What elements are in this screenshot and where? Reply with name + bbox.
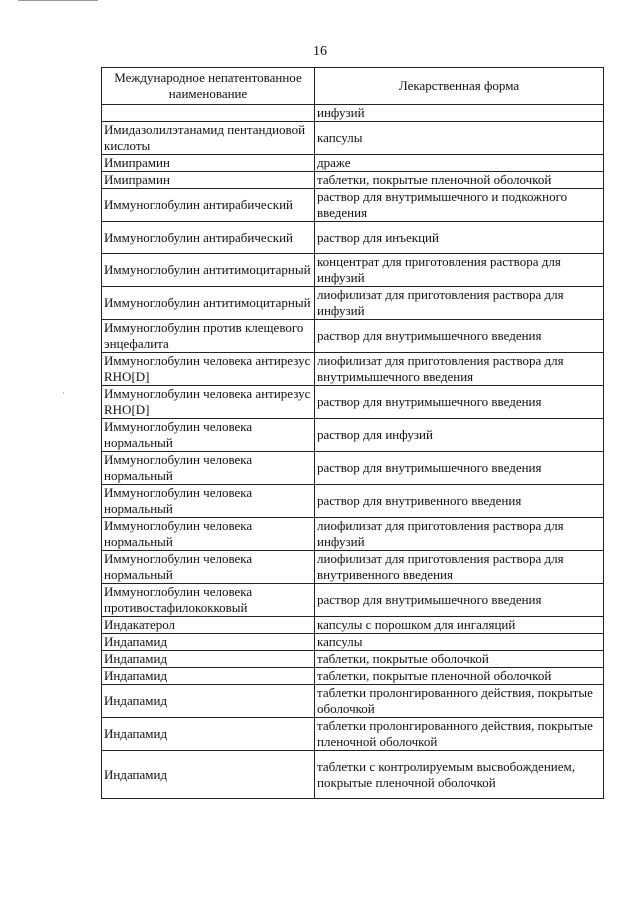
cell-dosage-form: лиофилизат для приготовления раствора для внутримышечного введения <box>315 353 604 386</box>
table-header-row <box>102 68 604 105</box>
table-row <box>102 452 604 485</box>
cell-dosage-form: раствор для внутримышечного и подкожного введения <box>315 189 604 222</box>
cell-dosage-form: капсулы <box>315 122 604 155</box>
cell-dosage-form: раствор для инфузий <box>315 419 604 452</box>
cell-dosage-form: раствор для инъекций <box>315 222 604 254</box>
table-row <box>102 386 604 419</box>
top-rule <box>18 0 98 1</box>
cell-dosage-form: таблетки, покрытые пленочной оболочкой <box>315 172 604 189</box>
cell-inn: Индакатерол <box>102 617 315 634</box>
cell-inn: Индапамид <box>102 718 315 751</box>
cell-inn: Иммуноглобулин антитимоцитарный <box>102 287 315 320</box>
cell-inn: Иммуноглобулин человека нормальный <box>102 452 315 485</box>
table-row <box>102 254 604 287</box>
cell-inn: Иммуноглобулин человека нормальный <box>102 419 315 452</box>
cell-inn: Индапамид <box>102 651 315 668</box>
cell-inn: Иммуноглобулин антирабический <box>102 222 315 254</box>
table-row <box>102 222 604 254</box>
cell-inn: Имидазолилэтанамид пентандиовой кислоты <box>102 122 315 155</box>
table-row <box>102 287 604 320</box>
table-row <box>102 584 604 617</box>
table-row <box>102 122 604 155</box>
table-row <box>102 353 604 386</box>
cell-dosage-form: лиофилизат для приготовления раствора для инфузий <box>315 518 604 551</box>
cell-dosage-form: раствор для внутримышечного введения <box>315 386 604 419</box>
table-row <box>102 651 604 668</box>
cell-inn: Имипрамин <box>102 155 315 172</box>
cell-inn: Индапамид <box>102 634 315 651</box>
cell-inn: Имипрамин <box>102 172 315 189</box>
cell-inn: Иммуноглобулин человека нормальный <box>102 485 315 518</box>
cell-dosage-form: таблетки, покрытые пленочной оболочкой <box>315 668 604 685</box>
table-row <box>102 172 604 189</box>
drug-table <box>101 67 604 799</box>
cell-inn: Индапамид <box>102 668 315 685</box>
cell-dosage-form: раствор для внутримышечного введения <box>315 452 604 485</box>
header-inn: Международное непатентованное наименование <box>102 68 315 105</box>
cell-dosage-form: таблетки пролонгированного действия, покрытые оболочкой <box>315 685 604 718</box>
cell-inn: Иммуноглобулин антитимоцитарный <box>102 254 315 287</box>
table-row <box>102 485 604 518</box>
cell-dosage-form: капсулы <box>315 634 604 651</box>
table-row <box>102 617 604 634</box>
table-row <box>102 518 604 551</box>
table-row <box>102 105 604 122</box>
cell-dosage-form: раствор для внутримышечного введения <box>315 584 604 617</box>
header-dosage-form: Лекарственная форма <box>315 68 604 105</box>
table-row <box>102 685 604 718</box>
cell-inn: Индапамид <box>102 685 315 718</box>
cell-inn <box>102 105 315 122</box>
cell-dosage-form: инфузий <box>315 105 604 122</box>
cell-dosage-form: драже <box>315 155 604 172</box>
cell-inn: Иммуноглобулин человека антирезус RHO[D] <box>102 353 315 386</box>
cell-inn: Иммуноглобулин человека нормальный <box>102 518 315 551</box>
cell-inn: Иммуноглобулин человека нормальный <box>102 551 315 584</box>
table-row <box>102 155 604 172</box>
cell-dosage-form: таблетки, покрытые оболочкой <box>315 651 604 668</box>
scan-mark: · <box>62 388 65 398</box>
page-number: 16 <box>313 44 327 59</box>
cell-dosage-form: капсулы с порошком для ингаляций <box>315 617 604 634</box>
cell-inn: Иммуноглобулин против клещевого энцефалита <box>102 320 315 353</box>
cell-inn: Иммуноглобулин человека антирезус RHO[D] <box>102 386 315 419</box>
table-body <box>102 105 604 799</box>
table-row <box>102 189 604 222</box>
cell-dosage-form: концентрат для приготовления раствора для инфузий <box>315 254 604 287</box>
table-row <box>102 320 604 353</box>
cell-dosage-form: таблетки с контролируемым высвобождением, покрытые пленочной оболочкой <box>315 751 604 799</box>
cell-dosage-form: лиофилизат для приготовления раствора для инфузий <box>315 287 604 320</box>
table-row <box>102 419 604 452</box>
cell-dosage-form: таблетки пролонгированного действия, покрытые пленочной оболочкой <box>315 718 604 751</box>
table-row <box>102 668 604 685</box>
cell-inn: Индапамид <box>102 751 315 799</box>
cell-dosage-form: лиофилизат для приготовления раствора для внутривенного введения <box>315 551 604 584</box>
table-row <box>102 634 604 651</box>
cell-dosage-form: раствор для внутривенного введения <box>315 485 604 518</box>
cell-inn: Иммуноглобулин человека противостафилококковый <box>102 584 315 617</box>
table-row <box>102 551 604 584</box>
table-row <box>102 751 604 799</box>
table-row <box>102 718 604 751</box>
cell-dosage-form: раствор для внутримышечного введения <box>315 320 604 353</box>
cell-inn: Иммуноглобулин антирабический <box>102 189 315 222</box>
